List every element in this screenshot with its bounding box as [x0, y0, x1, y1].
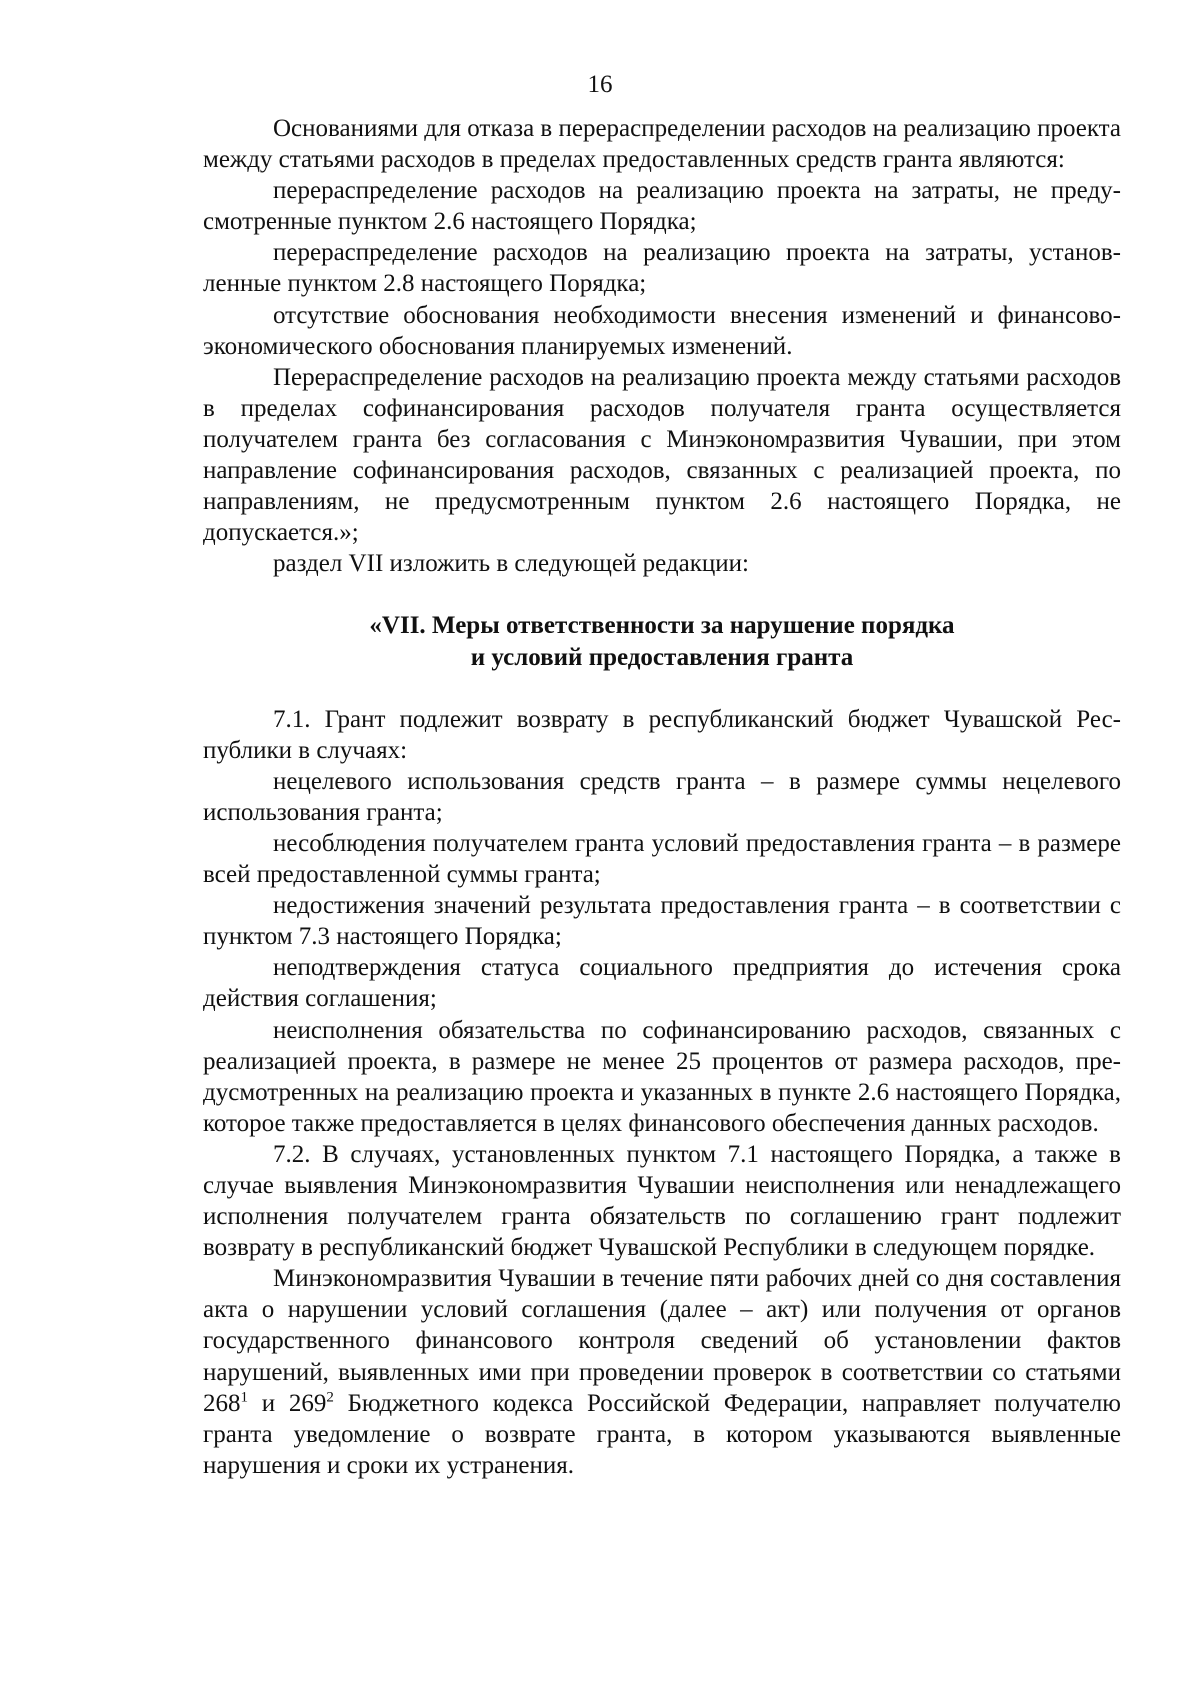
section-title-line: и условий предоставления гранта [470, 643, 854, 671]
footnote-superscript: 2 [326, 1389, 334, 1406]
paragraph: 7.2. В случаях, установленных пунктом 7.1 настоящего Порядка, а также в случае выявления Минэкономразвития Чувашии неисполнения или ненадлежащего исполнения получателем гранта обязательств по соглашению грант подлежит возврату в республиканский бюджет Чувашской Республики в следующем порядке. [203, 1140, 1121, 1262]
paragraph: несоблюдения получателем гранта условий предоставления гранта – в размере всей предоставленной суммы гранта; [203, 829, 1121, 889]
paragraph: перераспределение расходов на реализацию проекта на затраты, установленные пунктом 2.8 настоящего Порядка; [203, 239, 1121, 298]
paragraph: отсутствие обоснования необходимости внесения изменений и финансово-экономического обоснования планируемых изменений. [203, 301, 1121, 360]
paragraph: Перераспределение расходов на реализацию проекта между статьями расходов в пределах софинансирования расходов получателя гранта осуществляется получателем гранта без согласования с Минэкономразвития Чувашии, при этом направление софинансирования расходов, связанных с реализацией проекта, по направлениям, не предусмотренным пунктом 2.6 настоящего Порядка, не допускается.»; [203, 363, 1121, 547]
section-title [203, 610, 1121, 672]
footnote-superscript: 1 [240, 1389, 248, 1406]
paragraph: недостижения значений результата предоставления гранта – в соответствии с пунктом 7.3 настоящего Порядка; [203, 892, 1121, 951]
section-title-line: «VII. Меры ответственности за нарушение порядка [369, 612, 955, 640]
page-number: 16 [587, 71, 613, 98]
paragraph: неподтверждения статуса социального предприятия до истечения срока действия соглашения; [203, 954, 1121, 1013]
paragraph-with-footnote-refs [203, 1263, 1121, 1481]
paragraph-text: и 269 [248, 1389, 327, 1417]
paragraph-text: Бюджетного кодекса Российской Федерации, направляет получателю гранта уведомление о возврате гранта, в котором указываются выявленные нарушения и сроки их устранения. [203, 1389, 1121, 1479]
paragraph: раздел VII изложить в следующей редакции: [273, 550, 749, 578]
paragraph: нецелевого использования средств гранта – в размере суммы нецелевого использования гранта; [203, 767, 1121, 826]
paragraph-text: Минэкономразвития Чувашии в течение пяти рабочих дней со дня составления акта о нарушении условий соглашения (далее – акт) или получения от органов государственного финансового контроля сведений об установлении фактов нарушений, выявленных ими при проведении проверок в соответствии со статьями 268 [203, 1265, 1121, 1417]
paragraph: неисполнения обязательства по софинансированию расходов, связанных с реализацией проекта, в размере не менее 25 процентов от размера расходов, предусмотренных на реализацию проекта и указанных в пункте 2.6 настоящего Порядка, которое также предоставляется в целях финансового обеспечения данных расходов. [203, 1016, 1121, 1137]
document-body [203, 113, 1121, 1481]
paragraph: перераспределение расходов на реализацию проекта на затраты, не предусмотренные пунктом 2.6 настоящего Порядка; [203, 177, 1121, 236]
paragraph: Основаниями для отказа в перераспределении расходов на реализацию проекта между статьями расходов в пределах предоставленных средств гранта являются: [203, 115, 1122, 174]
paragraph: 7.1. Грант подлежит возврату в республиканский бюджет Чувашской Республики в случаях: [203, 705, 1121, 764]
